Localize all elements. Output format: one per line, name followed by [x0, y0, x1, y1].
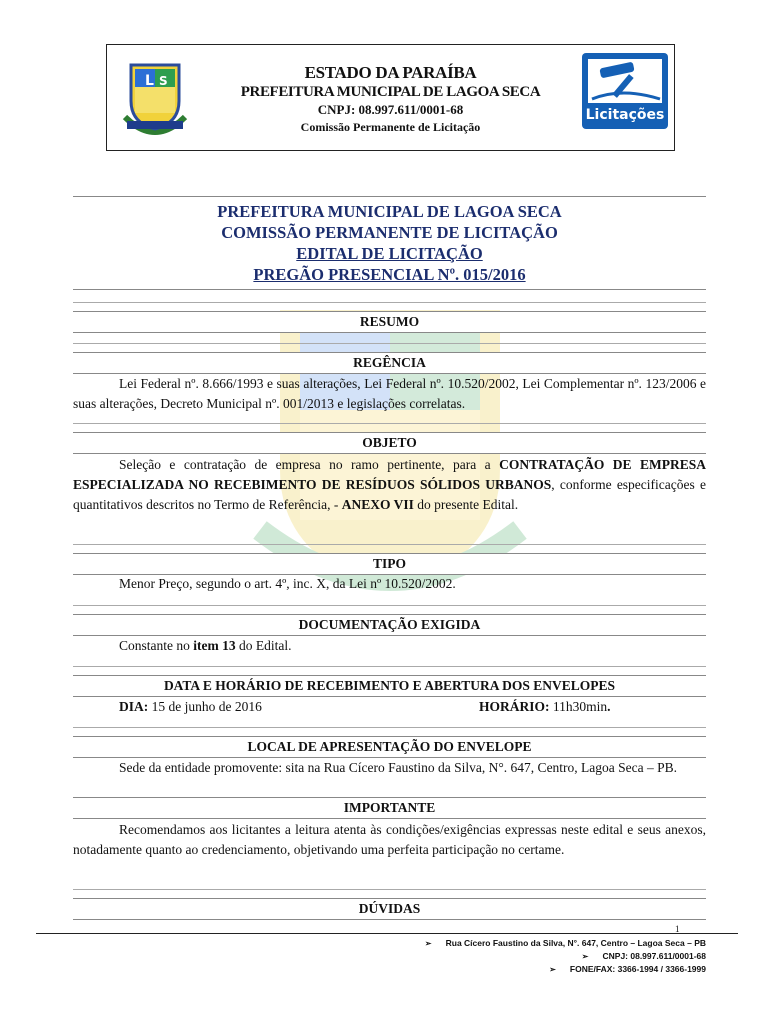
- logo-label: Licitações: [585, 107, 665, 123]
- objeto-text: Seleção e contratação de empresa no ramo pertinente, para a CONTRATAÇÃO DE EMPRESA ESPECIALIZADA NO RECEBIMENTO DE RESÍDUOS SÓLIDOS URBANOS, conforme especificações e quantitativos descritos no Termo de Referência, - ANEXO VII do presente Edital.: [73, 457, 706, 512]
- svg-text:L: L: [145, 73, 154, 89]
- arrow-bullet-icon: ➢: [549, 965, 556, 974]
- regencia-text: Lei Federal nº. 8.666/1993 e suas alterações, Lei Federal nº. 10.520/2002, Lei Complementar nº. 123/2006 e suas alterações, Decreto Municipal nº. 001/2013 e legislações correlatas.: [73, 376, 706, 411]
- footer-cnpj: CNPJ: 08.997.611/0001-68: [602, 951, 706, 961]
- footer-phone: FONE/FAX: 3366-1994 / 3366-1999: [569, 964, 706, 974]
- dia-label: DIA:: [119, 699, 149, 714]
- footer-divider: [36, 933, 738, 934]
- section-duvidas: DÚVIDAS: [73, 898, 706, 920]
- footer-info: [425, 937, 706, 976]
- commission-name: Comissão Permanente de Licitação: [300, 120, 481, 134]
- state-name: ESTADO DA PARAÍBA: [304, 63, 477, 82]
- tipo-text: Menor Preço, segundo o art. 4º, inc. X, da Lei nº 10.520/2002.: [119, 576, 456, 591]
- divider: [73, 302, 706, 303]
- page-number: 1: [675, 924, 680, 934]
- gavel-logo-icon: [582, 53, 668, 129]
- divider: [73, 343, 706, 344]
- section-local: LOCAL DE APRESENTAÇÃO DO ENVELOPE: [73, 736, 706, 758]
- date-time-row: DIA: 15 de junho de 2016 HORÁRIO: 11h30min.: [119, 699, 611, 714]
- title-prefeitura: PREFEITURA MUNICIPAL DE LAGOA SECA: [217, 202, 562, 221]
- section-regencia: REGÊNCIA: [73, 352, 706, 374]
- divider: [73, 727, 706, 728]
- municipal-crest-icon: [117, 57, 193, 139]
- dia-value: 15 de junho de 2016: [148, 699, 262, 714]
- divider: [73, 666, 706, 667]
- section-tipo: TIPO: [73, 553, 706, 575]
- divider: [73, 544, 706, 545]
- horario-label: HORÁRIO:: [479, 699, 550, 714]
- arrow-bullet-icon: ➢: [581, 952, 589, 961]
- title-pregao: PREGÃO PRESENCIAL Nº. 015/2016: [253, 265, 526, 284]
- importante-text: Recomendamos aos licitantes a leitura atenta às condições/exigências expressas neste edital e seus anexos, notadamente quanto ao credenciamento, objetivando uma perfeita participação no certame.: [73, 822, 706, 857]
- horario-value: 11h30min: [549, 699, 608, 714]
- section-resumo: RESUMO: [73, 311, 706, 333]
- divider: [73, 423, 706, 424]
- section-importante: IMPORTANTE: [73, 797, 706, 819]
- documentacao-text: Constante no item 13 do Edital.: [119, 638, 292, 653]
- footer-address: Rua Cícero Faustino da Silva, N°. 647, Centro – Lagoa Seca – PB: [445, 938, 706, 948]
- prefeitura-name: PREFEITURA MUNICIPAL DE LAGOA SECA: [240, 84, 541, 100]
- letterhead: [106, 44, 675, 151]
- arrow-bullet-icon: ➢: [424, 939, 432, 948]
- edital-title-block: [73, 196, 706, 290]
- cnpj-text: CNPJ: 08.997.611/0001-68: [317, 102, 464, 117]
- divider: [73, 605, 706, 606]
- svg-text:S: S: [159, 74, 168, 88]
- local-text: Sede da entidade promovente: sita na Rua Cícero Faustino da Silva, N°. 647, Centro, Lagoa Seca – PB.: [119, 760, 678, 775]
- section-objeto: OBJETO: [73, 432, 706, 454]
- section-documentacao: DOCUMENTAÇÃO EXIGIDA: [73, 614, 706, 636]
- divider: [73, 889, 706, 890]
- section-data-horario: DATA E HORÁRIO DE RECEBIMENTO E ABERTURA DOS ENVELOPES: [73, 675, 706, 697]
- title-edital: EDITAL DE LICITAÇÃO: [296, 244, 483, 263]
- title-commission: COMISSÃO PERMANENTE DE LICITAÇÃO: [221, 223, 558, 242]
